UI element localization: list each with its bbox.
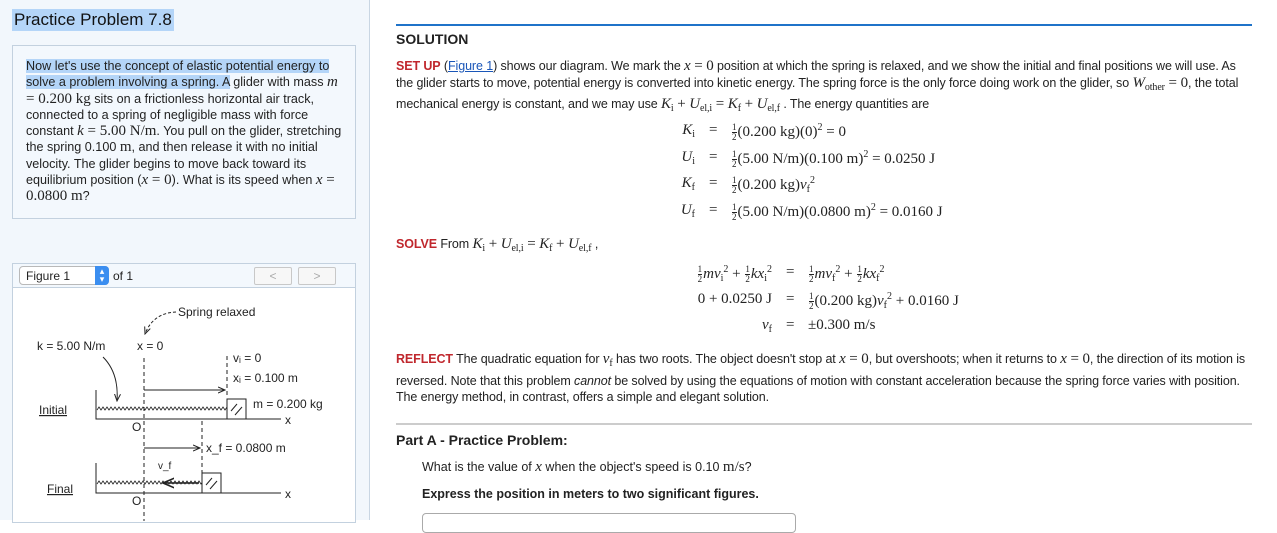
text-segment: ). What is its speed when <box>171 173 316 188</box>
part-a-instruction: Express the position in meters to two significant figures. <box>422 487 759 501</box>
figure-select[interactable] <box>19 266 109 285</box>
math-subscript: f <box>549 243 553 254</box>
denominator: 2 <box>809 300 814 311</box>
prev-figure-button[interactable]: < <box>254 267 292 285</box>
origin-label: O <box>132 494 142 508</box>
vf-label: v_f <box>158 461 172 472</box>
emphasis-text: cannot <box>574 373 611 388</box>
math-variable: U <box>680 201 692 218</box>
initial-spring <box>97 407 241 410</box>
text-segment: glider with mass <box>229 75 328 90</box>
one-half-fraction <box>732 176 737 195</box>
math-variable: v <box>761 317 769 333</box>
math-subscript: i <box>670 103 674 114</box>
math-superscript: 2 <box>723 264 729 275</box>
equals-sign: = <box>709 148 718 165</box>
math-text: = 0 <box>1164 74 1188 91</box>
math-subscript: f <box>691 182 695 193</box>
math-subscript: el,f <box>578 243 592 254</box>
math-subscript: f <box>876 273 880 284</box>
equals-sign: = <box>709 201 718 218</box>
equation-lhs <box>681 149 695 167</box>
math-text: = <box>712 96 728 112</box>
equation-rhs <box>808 317 875 334</box>
math-subscript: f <box>691 208 695 220</box>
initial-label: Initial <box>39 403 68 417</box>
header-divider <box>396 24 1252 26</box>
denominator: 2 <box>857 274 862 285</box>
numerator: 1 <box>732 148 737 159</box>
select-stepper-icon[interactable]: ▴ ▾ <box>95 266 109 285</box>
section-label: REFLECT <box>396 352 453 366</box>
final-track <box>96 463 281 493</box>
math-variable: v <box>877 292 884 309</box>
answer-input[interactable] <box>422 513 796 533</box>
equation-row <box>396 291 1252 313</box>
x-axis-label: x <box>285 413 291 427</box>
equals-sign: = <box>709 122 718 138</box>
math-text: = <box>523 236 540 252</box>
math-text: + <box>840 266 857 282</box>
equation-rhs <box>731 202 943 222</box>
problem-statement <box>12 45 356 219</box>
denominator: 2 <box>697 274 703 285</box>
text-segment: The quadratic equation for <box>452 352 603 366</box>
math-variable: U <box>689 96 700 112</box>
x0-label: x = 0 <box>137 339 164 353</box>
final-label: Final <box>47 482 74 496</box>
equals-sign: = <box>786 264 795 280</box>
numerator: 1 <box>857 264 862 275</box>
solution-title: SOLUTION <box>396 31 469 47</box>
text-segment: . The energy quantities are <box>779 97 930 111</box>
numerator: 1 <box>809 290 814 301</box>
math-variable: kx <box>750 266 765 282</box>
math-variable: x <box>684 58 691 74</box>
mass-label: m = 0.200 kg <box>253 397 323 411</box>
equation-lhs <box>682 175 695 193</box>
equation-row <box>396 264 1252 286</box>
math-subscript: f <box>768 324 772 335</box>
equation-row <box>396 149 1252 171</box>
math-text: m/s <box>722 459 745 475</box>
math-variable: m <box>327 74 338 91</box>
figure-count: of 1 <box>113 269 134 283</box>
math-subscript: i <box>692 155 695 167</box>
equation-row <box>396 175 1252 197</box>
initial-glider <box>227 399 246 419</box>
xf-label: x_f = 0.0800 m <box>206 441 286 455</box>
equation-lhs <box>698 291 772 308</box>
math-variable: mv <box>814 266 832 282</box>
math-variable: x <box>315 172 323 189</box>
solve-paragraph <box>396 236 1252 258</box>
math-subscript: el,i <box>511 243 524 254</box>
math-variable: K <box>661 96 671 112</box>
figure-link[interactable]: Figure 1 <box>448 59 494 73</box>
equation-rhs <box>731 175 815 195</box>
math-variable: x <box>535 459 542 475</box>
xi-label: xᵢ = 0.100 m <box>233 371 298 385</box>
math-subscript: i <box>720 273 724 284</box>
math-text: (5.00 N/m)(0.0800 m) <box>737 203 871 220</box>
math-subscript: i <box>482 243 486 254</box>
equation-row <box>396 122 1252 144</box>
math-subscript: f <box>609 358 613 369</box>
equals-sign: = <box>786 317 795 333</box>
final-glider <box>202 473 221 493</box>
denominator: 2 <box>809 274 814 285</box>
figure-select-value: Figure 1 <box>26 269 71 283</box>
math-variable: U <box>756 96 768 112</box>
equation-row <box>396 202 1252 224</box>
math-subscript: i <box>692 129 695 140</box>
k-label: k = 5.00 N/m <box>37 339 106 353</box>
math-text: + <box>673 96 690 112</box>
section-divider <box>396 423 1252 425</box>
numerator: 1 <box>732 122 737 133</box>
math-superscript: 2 <box>817 122 823 133</box>
math-superscript: 2 <box>767 264 772 275</box>
text-segment: , the total mechanical energy is constant, and we may use <box>396 75 1239 111</box>
setup-paragraph <box>396 58 1252 118</box>
math-subscript: el,i <box>700 103 713 114</box>
text-segment: has two roots. The object doesn't stop at <box>612 352 840 366</box>
numerator: 1 <box>809 264 814 275</box>
math-text: = 0 <box>1066 351 1090 367</box>
next-figure-button[interactable]: > <box>298 267 336 285</box>
problem-panel <box>0 0 370 520</box>
text-segment: sits on a frictionless horizontal air track, connected to a spring of negligible mass with force constant <box>26 91 314 139</box>
math-superscript: 2 <box>879 264 885 275</box>
math-subscript: i <box>764 273 767 284</box>
math-superscript: 2 <box>835 264 841 275</box>
math-variable: K <box>682 122 693 138</box>
math-text: = 0.200 kg <box>26 90 91 107</box>
section-label: SOLVE <box>396 237 437 251</box>
one-half-fraction <box>857 265 862 284</box>
figure-toolbar <box>13 264 355 288</box>
denominator: 2 <box>732 211 737 222</box>
math-text: ±0.300 m/s <box>808 317 876 333</box>
math-subscript: f <box>806 184 811 195</box>
math-variable: U <box>500 236 512 252</box>
math-superscript: 2 <box>863 148 869 160</box>
highlighted-text: Now let's use the concept of elastic potential energy to solve a problem involving a spring. A <box>26 59 330 90</box>
math-subscript: el,f <box>767 103 780 114</box>
denominator: 2 <box>732 185 737 196</box>
math-text: = 0 <box>822 124 846 140</box>
spring-diagram <box>13 288 357 524</box>
numerator: 1 <box>732 175 737 186</box>
one-half-fraction <box>809 265 814 284</box>
numerator: 1 <box>732 201 737 212</box>
equation-lhs <box>682 122 695 140</box>
origin-label: O <box>132 420 142 434</box>
math-variable: U <box>568 236 579 252</box>
numerator: 1 <box>745 264 750 275</box>
math-variable: K <box>727 96 738 112</box>
math-superscript: 2 <box>887 290 893 302</box>
math-text: 0 + 0.0250 J <box>697 290 772 307</box>
equation-lhs <box>681 202 695 220</box>
text-segment: ? <box>82 189 90 204</box>
equation-rhs <box>808 264 884 284</box>
math-subscript: f <box>832 273 836 284</box>
math-text: (0.200 kg) <box>737 177 800 193</box>
math-variable: v <box>800 177 807 193</box>
math-text: (0.200 kg)(0) <box>737 124 818 140</box>
math-text: = 0 <box>148 172 172 189</box>
equation-row <box>396 317 1252 339</box>
math-text: + 0.0160 J <box>892 292 959 309</box>
math-variable: K <box>681 175 692 191</box>
math-text: + <box>728 266 745 282</box>
math-text: + <box>740 96 757 112</box>
section-label: SET UP <box>396 59 441 73</box>
math-text: + <box>552 236 569 252</box>
math-variable: k <box>77 123 84 140</box>
text-segment: ( <box>440 59 448 73</box>
one-half-fraction <box>809 292 814 311</box>
math-text: + <box>485 236 501 252</box>
solution-panel <box>396 0 1252 520</box>
vi-label: vᵢ = 0 <box>233 351 262 365</box>
equation-rhs <box>731 149 935 169</box>
math-variable: x <box>141 172 149 189</box>
text-segment: , <box>591 237 599 251</box>
reflect-paragraph <box>396 351 1252 406</box>
equation-rhs <box>808 291 959 311</box>
math-variable: W <box>1132 74 1145 91</box>
page-title: Practice Problem 7.8 <box>14 10 172 29</box>
numerator: 1 <box>697 264 703 275</box>
denominator: 2 <box>732 132 737 143</box>
math-superscript: 2 <box>870 201 876 213</box>
text-segment: when the object's speed is 0.10 <box>541 460 723 474</box>
part-a-title: Part A - Practice Problem: <box>396 432 568 448</box>
text-segment: What is the value of <box>422 460 536 474</box>
denominator: 2 <box>745 274 750 285</box>
math-variable: K <box>472 236 483 252</box>
text-segment: be solved by using the equations of motion with constant acceleration because the spring force varies with position. The energy method, in contrast, offers a simple and elegant solution. <box>396 373 1240 404</box>
text-segment: . You pull on the glider, stretching the spring 0.100 <box>26 124 342 155</box>
text-segment: From <box>436 237 473 251</box>
math-text: = 0 <box>690 58 714 74</box>
text-segment: , and then release it with no initial velocity. The glider begins to move back toward its equilibrium position ( <box>26 140 318 188</box>
figure-panel <box>12 263 356 523</box>
part-a-question <box>422 459 752 476</box>
equals-sign: = <box>786 290 795 307</box>
math-variable: x <box>1060 351 1067 367</box>
text-segment: , the direction of its motion is reversed. Note that this problem <box>396 352 1246 388</box>
math-text: = 0.0250 J <box>868 150 936 167</box>
math-text: = 0.0160 J <box>875 203 943 220</box>
spring-relaxed-label: Spring relaxed <box>178 305 256 319</box>
math-subscript: f <box>883 299 888 311</box>
one-half-fraction <box>745 265 750 284</box>
math-variable: mv <box>703 266 721 282</box>
relaxed-arrow <box>145 312 176 334</box>
math-subscript: other <box>1144 81 1165 93</box>
math-text: (5.00 N/m)(0.100 m) <box>737 150 864 167</box>
text-segment: ? <box>744 460 752 474</box>
text-segment: , but overshoots; when it returns to <box>868 352 1061 366</box>
math-text: (0.200 kg) <box>814 292 877 309</box>
one-half-fraction <box>732 203 737 222</box>
math-variable: kx <box>862 266 877 282</box>
equals-sign: = <box>709 175 718 191</box>
math-text: m <box>119 139 132 156</box>
math-text: = 0.0800 m <box>26 172 335 205</box>
one-half-fraction <box>698 265 703 284</box>
x-axis-label: x <box>285 487 291 501</box>
text-segment: ) shows our diagram. We mark the <box>493 59 685 73</box>
k-arrow <box>103 357 117 401</box>
math-text: = 0 <box>845 351 869 367</box>
equation-rhs <box>731 122 846 142</box>
math-variable: K <box>539 236 550 252</box>
denominator: 2 <box>732 158 737 169</box>
equation-lhs <box>762 317 772 335</box>
one-half-fraction <box>732 150 737 169</box>
math-variable: v <box>602 351 610 367</box>
one-half-fraction <box>732 123 737 142</box>
math-variable: U <box>681 148 693 165</box>
equation-lhs <box>697 264 772 284</box>
math-superscript: 2 <box>810 175 816 186</box>
math-variable: x <box>839 351 846 367</box>
math-subscript: f <box>737 103 741 114</box>
math-text: = 5.00 N/m <box>83 123 157 140</box>
text-segment: position at which the spring is relaxed, and we show the initial and final positions we will use. As the glider starts to move, potential energy is converted into kinetic energy. The spring force is the only force doing work on the glider, so <box>396 59 1236 90</box>
